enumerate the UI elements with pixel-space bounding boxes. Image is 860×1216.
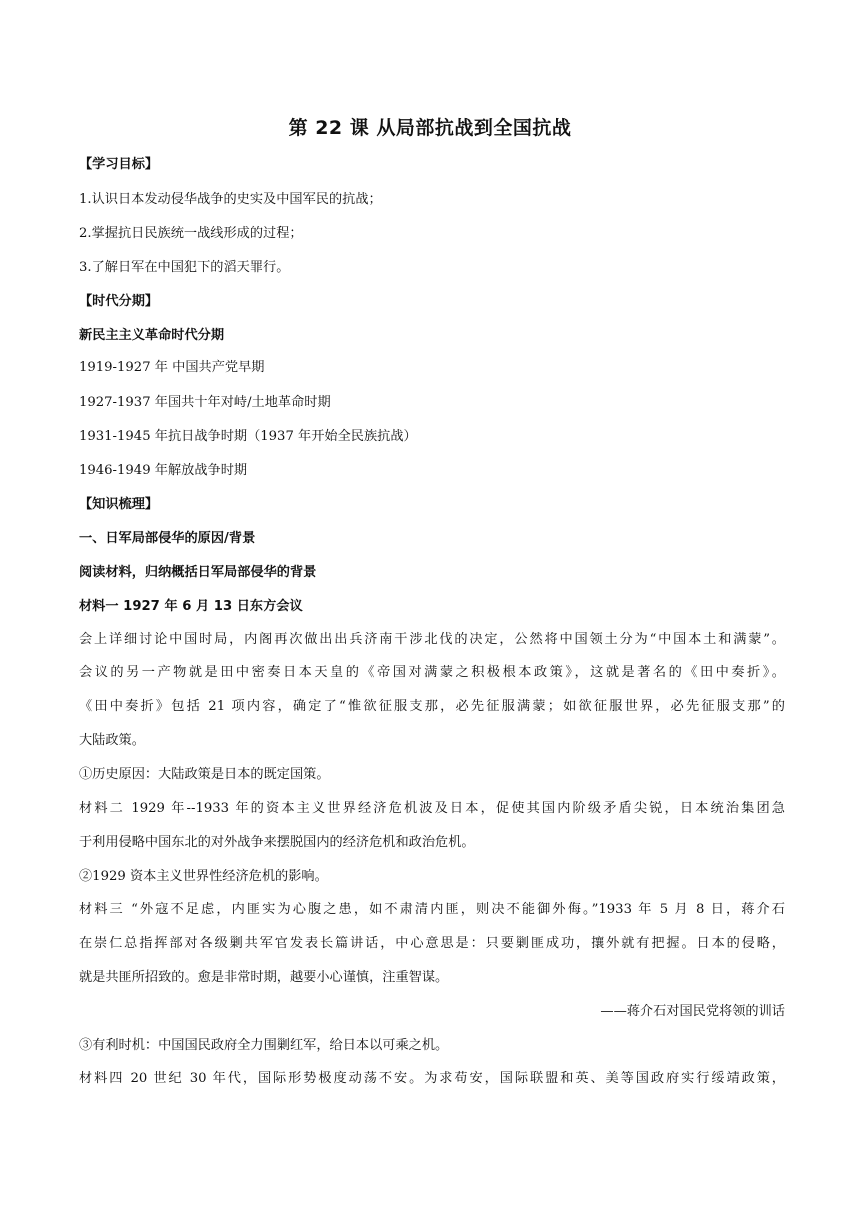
point-2: ②1929 资本主义世界性经济危机的影响。 — [79, 869, 328, 884]
point-1: ①历史原因：大陆政策是日本的既定国策。 — [79, 767, 330, 782]
material-1-line: 《田中奏折》包括 21 项内容，确定了“惟欲征服支那，必先征服满蒙；如欲征服世界，必先征服支那”的 — [79, 699, 785, 714]
material-3-line: 在崇仁总指挥部对各级剿共军官发表长篇讲话，中心意思是：只要剿匪成功，攘外就有把握。日本的侵略， — [79, 936, 785, 951]
periods-heading: 【时代分期】 — [79, 294, 159, 309]
material-3-line: 就是共匪所招致的。愈是非常时期，越要小心谨慎，注重智谋。 — [79, 970, 449, 985]
objective-item-2: 2.掌握抗日民族统一战线形成的过程； — [79, 226, 303, 241]
knowledge-heading: 【知识梳理】 — [79, 497, 159, 512]
objectives-heading: 【学习目标】 — [79, 157, 159, 172]
material-2-line: 于利用侵略中国东北的对外战争来摆脱国内的经济危机和政治危机。 — [79, 835, 475, 850]
period-item-1: 1919-1927 年 中国共产党早期 — [79, 360, 265, 375]
material-2-line: 材料二 1929 年--1933 年的资本主义世界经济危机波及日本，促使其国内阶级矛盾尖锐，日本统治集团急 — [79, 801, 785, 816]
period-item-2: 1927-1937 年国共十年对峙/土地革命时期 — [79, 395, 331, 410]
reading-prompt: 阅读材料，归纳概括日军局部侵华的背景 — [79, 565, 317, 580]
lesson-title: 第 22 课 从局部抗战到全国抗战 — [288, 117, 572, 139]
period-item-3: 1931-1945 年抗日战争时期（1937 年开始全民族抗战） — [79, 429, 417, 444]
periods-subheading: 新民主主义革命时代分期 — [79, 328, 225, 343]
material-1-line: 会议的另一产物就是田中密奏日本天皇的《帝国对满蒙之积极根本政策》，这就是著名的《田中奏折》。 — [79, 665, 785, 680]
objective-item-3: 3.了解日军在中国犯下的滔天罪行。 — [79, 260, 290, 275]
section-1-heading: 一、日军局部侵华的原因/背景 — [79, 531, 256, 546]
point-3: ③有利时机：中国国民政府全力围剿红军，给日本以可乘之机。 — [79, 1038, 449, 1053]
material-3-source: ——蒋介石对国民党将领的训话 — [600, 1004, 785, 1019]
objective-item-1: 1.认识日本发动侵华战争的史实及中国军民的抗战； — [79, 192, 382, 207]
material-4-line: 材料四 20 世纪 30 年代，国际形势极度动荡不安。为求苟安，国际联盟和英、美等国政府实行绥靖政策， — [79, 1071, 785, 1086]
material-1-line: 会上详细讨论中国时局，内阁再次做出出兵济南干涉北伐的决定，公然将中国领土分为“中国本土和满蒙”。 — [79, 632, 785, 647]
material-1-line: 大陆政策。 — [79, 733, 145, 748]
material-3-line: 材料三 “外寇不足虑，内匪实为心腹之患，如不肃清内匪，则决不能御外侮。”1933 年 5 月 8 日，蒋介石 — [79, 902, 785, 917]
period-item-4: 1946-1949 年解放战争时期 — [79, 463, 248, 478]
material-1-title: 材料一 1927 年 6 月 13 日东方会议 — [79, 599, 303, 614]
